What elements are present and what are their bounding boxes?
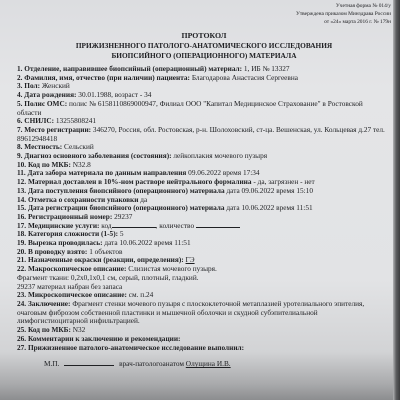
field-20-label: 20. В проводку взято: [17,246,88,256]
field-1-label: 1. Отделение, направившее биопсийный (операционный) материал: [17,64,243,73]
macroscopic-line-3: 29237 материал набран без запаса [17,281,123,291]
field-5-value: полис № 6158110869000947, Филиал ООО "Капитал Медицинское Страхование" в Ростовской области [17,98,363,117]
service-code-blank [112,222,156,228]
field-row-24 [17,300,385,326]
field-21-value: ГЭ [185,255,195,265]
field-2-label: 2. Фамилия, имя, отчество (при наличии) пациента: [17,72,190,82]
form-header [296,2,391,26]
field-5-label: 5. Полис ОМС: [17,98,68,108]
field-24-label: 24. Заключение: [17,298,71,308]
field-10-label: 10. Код по МКБ: [17,159,71,169]
doctor-position: врач-патологоанатом [119,359,184,369]
field-23-value: см. п.24 [128,290,154,300]
field-6-label: 6. СНИЛС: [17,116,55,126]
field-27-label: 27. Прижизненное патолого-анатомическое исследование выполнил: [17,342,245,352]
macroscopic-line-2: Фрагмент ткани: 0,2x0,1x0,1 см, серый, плотный, гладкий. [17,272,199,282]
signature-line [17,360,385,369]
field-20-value: 1 объектов [89,246,123,256]
document-title [12,31,396,61]
field-14-value: да [140,194,148,204]
field-4-label: 4. Дата рождения: [17,90,77,100]
field-2-value: Благодарова Анастасия Сергеевна [191,72,299,82]
field-12-label: 12. Материал доставлен в 10%-ном растворе нейтрального формалина [17,177,252,187]
field-25-label: 25. Код по МКБ: [17,325,71,335]
field-3-value: Женский [41,81,70,91]
form-number: Учетная форма № 014/у [335,3,391,9]
service-quantity-blank [196,222,240,228]
field-7-value: 346270, Россия, обл. Ростовская, р-н. Шолоховский, ст-ца. Вешенская, ул. Кольцевая д.27 тел. 89612948418 [17,124,385,143]
field-8-label: 8. Местность: [17,142,63,152]
field-13-value: дата 09.06.2022 время 15:10 [226,185,313,195]
field-7-label: 7. Место регистрации: [17,124,92,134]
signature-blank [64,360,114,366]
field-22-label: 22. Макроскопическое описание: [17,264,127,274]
field-13-label: 13. Дата поступления биопсийного (операционного) материала [17,185,225,195]
approval-order: Утверждена приказом Минздрава России [296,11,391,17]
field-16-label: 16. Регистрационный номер: [17,211,113,221]
doctor-name: Олущина И.В. [185,359,231,369]
field-4-value: 30.01.1988, возраст - 34 [78,90,152,100]
title-line-3: БИОПСИЙНОГО (ОПЕРАЦИОННОГО) МАТЕРИАЛА [111,51,297,60]
field-17-label: 17. Медицинские услуги: [17,220,100,230]
approval-date: от «24» марта 2016 г. № 179н [324,19,391,25]
field-12-value: - да, загрязнен - нет [253,177,315,187]
field-15-label: 15. Дата регистрации биопсийного (операционного) материала [17,203,225,213]
field-row-17: 17. Медицинские услуги: код , количество [17,222,385,231]
field-row-2 [17,74,385,83]
field-19-label: 19. Вырезка проводилась: [17,238,103,248]
seal-mark: М.П. [44,359,60,369]
field-23-label: 23. Микроскопическое описание: [17,290,127,300]
field-10-value: N32.8 [72,159,91,169]
field-11-label: 11. Дата забора материала по данным направления [17,168,187,178]
service-code-label: код [101,220,112,230]
field-18-label: 18. Категория сложности (1-5): [17,229,119,239]
field-15-value: дата 10.06.2022 время 11:51 [226,203,313,213]
field-21-label: 21. Назначенные окраски (реакции, определения): [17,255,184,265]
field-14-label: 14. Отметка о сохранности упаковки [17,194,139,204]
field-9-label: 9. Диагноз основного заболевания (состояния): [17,151,172,161]
title-line-2: ПРИЖИЗНЕННОГО ПАТОЛОГО-АНАТОМИЧЕСКОГО ИССЛЕДОВАНИЯ [75,41,333,50]
field-26-label: 26. Комментарии к заключению и рекомендации: [17,333,181,343]
field-16-value: 29237 [114,211,133,221]
field-11-value: 09.06.2022 время 17:34 [188,168,260,178]
field-19-value: дата 10.06.2022 время 11:51 [104,238,191,248]
field-row-5 [17,100,385,117]
field-18-value: 5 [119,229,124,239]
field-22-value: Слизистая мочевого пузыря. [128,264,217,274]
field-row-27 [17,344,385,353]
field-8-value: Сельский [64,142,94,152]
field-row-7 [17,126,385,143]
field-25-value: N32 [72,325,86,335]
protocol-fields [17,65,385,369]
field-9-value: лейкоплакия мочевого пузыря [173,151,268,161]
field-3-label: 3. Пол: [17,81,41,91]
title-line-1: ПРОТОКОЛ [181,31,227,40]
field-24-value: Фрагмент стенки мочевого пузыря с плоскоклеточной метаплазией уротелиального эпителия, очаговым фиброзом собственной пластинки и мышечной оболочки и скудной субэпителиальной лимфогистиоцитарной инфильтрацией. [17,298,365,326]
field-1-value: 1, ИБ № 13327 [243,64,290,73]
field-6-value: 13255808241 [55,116,97,126]
photo-edge-shadow [393,0,400,400]
service-quantity-label: количество [159,220,195,230]
